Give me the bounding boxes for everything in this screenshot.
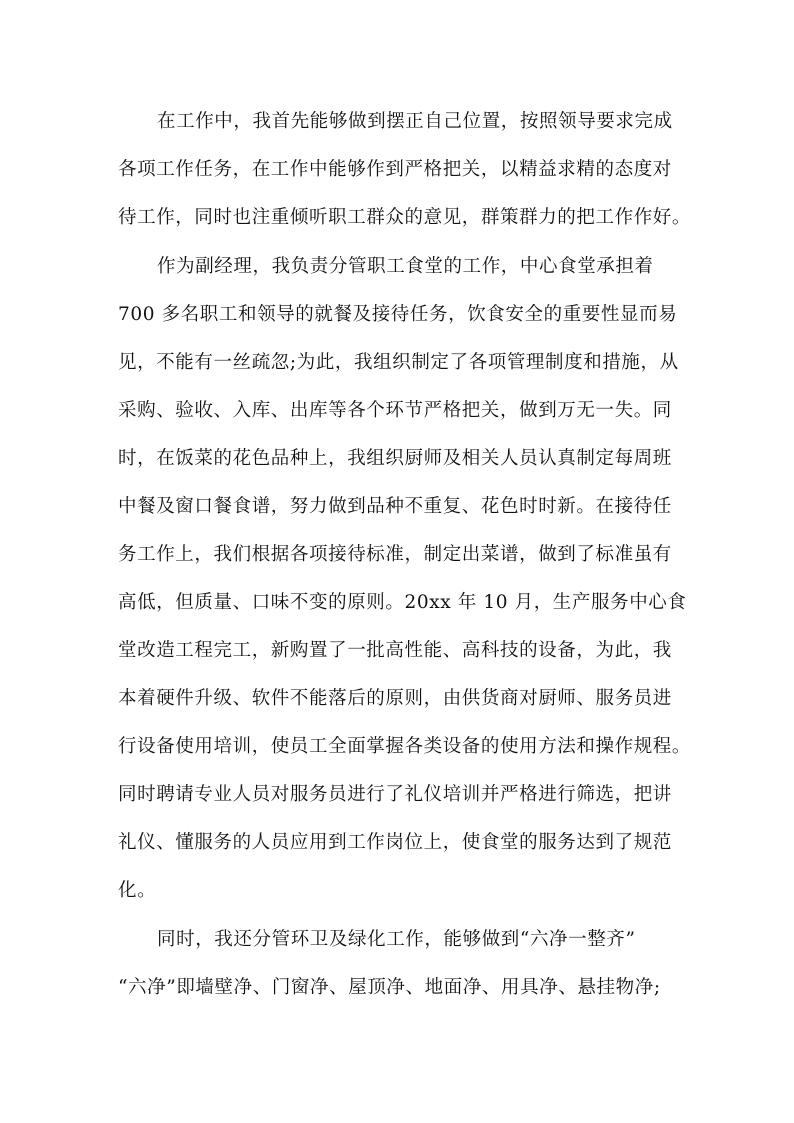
paragraph-2-line-2: 700 多名职工和领导的就餐及接待任务，饮食安全的重要性显而易	[118, 304, 678, 325]
paragraph-2-line-14: 化。	[118, 880, 157, 901]
paragraph-2-line-8: 高低，但质量、口味不变的原则。20xx 年 10 月，生产服务中心食	[118, 592, 687, 613]
paragraph-2-line-1: 作为副经理，我负责分管职工食堂的工作，中心食堂承担着	[157, 256, 654, 277]
paragraph-2-line-12: 同时聘请专业人员对服务员进行了礼仪培训并严格进行筛选，把讲	[118, 784, 672, 805]
paragraph-2-line-9: 堂改造工程完工，新购置了一批高性能、高科技的设备，为此，我	[118, 640, 672, 661]
paragraph-3-line-2: “六净”即墙壁净、门窗净、屋顶净、地面净、用具净、悬挂物净;	[118, 977, 661, 998]
paragraph-2-line-11: 行设备使用培训，使员工全面掌握各类设备的使用方法和操作规程。	[118, 736, 692, 757]
paragraph-2-line-6: 中餐及窗口餐食谱，努力做到品种不重复、花色时时新。在接待任	[118, 496, 672, 517]
paragraph-2-line-13: 礼仪、懂服务的人员应用到工作岗位上，使食堂的服务达到了规范	[118, 832, 672, 853]
paragraph-1-line-3: 待工作，同时也注重倾听职工群众的意见，群策群力的把工作作好。	[118, 207, 692, 228]
paragraph-2-line-7: 务工作上，我们根据各项接待标准，制定出菜谱，做到了标准虽有	[118, 544, 672, 565]
paragraph-1-line-1: 在工作中，我首先能够做到摆正自己位置，按照领导要求完成	[157, 111, 673, 132]
paragraph-3-line-1: 同时，我还分管环卫及绿化工作，能够做到“六净一整齐”	[157, 929, 636, 950]
paragraph-1-line-2: 各项工作任务，在工作中能够作到严格把关，以精益求精的态度对	[118, 159, 672, 180]
paragraph-2-line-4: 采购、验收、入库、出库等各个环节严格把关，做到万无一失。同	[118, 400, 672, 421]
paragraph-2-line-10: 本着硬件升级、软件不能落后的原则，由供货商对厨师、服务员进	[118, 688, 672, 709]
paragraph-2-line-5: 时，在饭菜的花色品种上，我组织厨师及相关人员认真制定每周班	[118, 448, 672, 469]
paragraph-2-line-3: 见，不能有一丝疏忽;为此，我组织制定了各项管理制度和措施，从	[118, 352, 679, 373]
